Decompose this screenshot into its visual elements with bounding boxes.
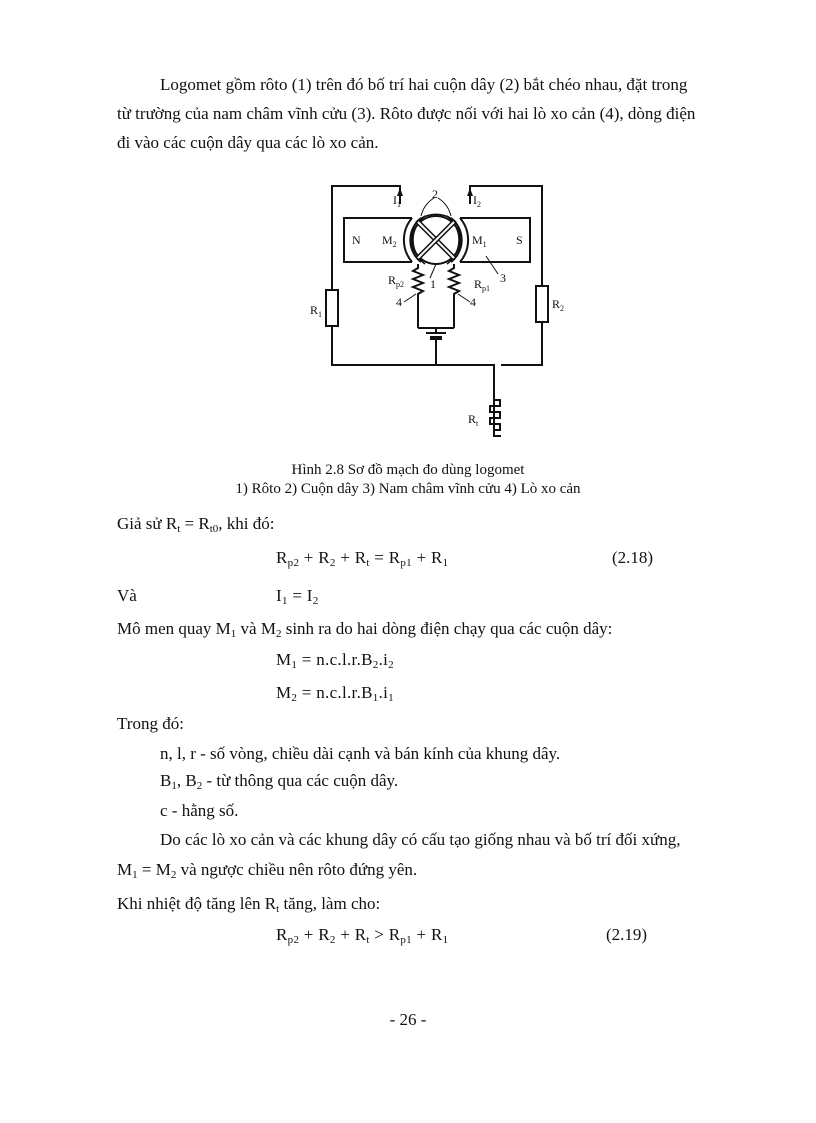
label-i2: $I_2$	[473, 193, 481, 209]
intro-line-2: từ trường của nam châm vĩnh cửu (3). Rôto được nối với hai lò xo cản (4), dòng điện	[117, 104, 696, 123]
wire-right	[470, 186, 542, 365]
label-rotor: 1	[430, 277, 436, 291]
definition-nlr: n, l, r - số vòng, chiều dài cạnh và bán kính của khung dây.	[160, 744, 561, 763]
logometer-circuit-diagram	[300, 178, 580, 443]
spring-left	[413, 264, 423, 328]
label-r1: $R_1$	[310, 303, 323, 319]
definition-b: $B_1$, $B_2$ - từ thông qua các cuộn dây.	[160, 771, 399, 792]
figure-caption-title: Hình 2.8 Sơ đồ mạch đo dùng logomet	[291, 462, 525, 478]
intro-line-3: đi vào các cuộn dây qua các lò xo cản.	[117, 133, 379, 152]
where-heading: Trong đó:	[117, 714, 184, 733]
label-magnet: 3	[500, 271, 506, 285]
resistor-r1	[326, 290, 338, 326]
equation-number-2-19: (2.19)	[606, 925, 648, 944]
equation-2-19: $R_{p2} + R_2 + R_t > R_{p1} + R_1$	[276, 925, 449, 946]
symmetry-line-2: $M_1 = M_2$ và ngược chiều nên rôto đứng yên.	[117, 860, 418, 881]
label-north: N	[352, 233, 361, 247]
label-m2: $M_2$	[382, 233, 397, 249]
equation-m2: $M_2 = n.c.l.r.B_1.i_1$	[276, 683, 394, 704]
label-spring-left: 4	[396, 295, 402, 309]
equation-2-18: $R_{p2} + R_2 + R_t = R_{p1} + R_1$	[276, 548, 449, 569]
intro-line-1: Logomet gồm rôto (1) trên đó bố trí hai cuộn dây (2) bắt chéo nhau, đặt trong	[160, 75, 688, 94]
assume-line: Giả sử $R_t = R_{t0}$, khi đó:	[117, 514, 275, 535]
label-spring-right: 4	[470, 295, 476, 309]
page-number: - 26 -	[389, 1010, 427, 1029]
label-rp2: $R_{p2}$	[388, 273, 405, 289]
figure-caption-legend: 1) Rôto 2) Cuộn dây 3) Nam châm vĩnh cửu 4) Lò xo cản	[235, 481, 581, 497]
torque-line: Mô men quay $M_1$ và $M_2$ sinh ra do hai dòng điện chạy qua các cuộn dây:	[117, 619, 613, 640]
label-i1: $I_1$	[393, 193, 401, 209]
and-word: Và	[117, 586, 137, 605]
definition-c: c - hằng số.	[160, 801, 239, 820]
temperature-line: Khi nhiệt độ tăng lên $R_t$ tăng, làm cho:	[117, 894, 381, 915]
equation-currents: $I_1 = I_2$	[276, 586, 319, 607]
label-south: S	[516, 233, 523, 247]
label-r2: $R_2$	[552, 297, 565, 313]
equation-number-2-18: (2.18)	[612, 548, 654, 567]
equation-m1: $M_1 = n.c.l.r.B_2.i_2$	[276, 650, 394, 671]
spring-right	[449, 264, 459, 328]
label-rp1: $R_{p1}$	[474, 277, 491, 293]
label-rt: $R_t$	[468, 412, 479, 428]
symmetry-line-1: Do các lò xo cản và các khung dây có cấu tạo giống nhau và bố trí đối xứng,	[160, 830, 681, 849]
label-m1: $M_1$	[472, 233, 487, 249]
resistor-r2	[536, 286, 548, 322]
label-coil: 2	[432, 187, 438, 201]
